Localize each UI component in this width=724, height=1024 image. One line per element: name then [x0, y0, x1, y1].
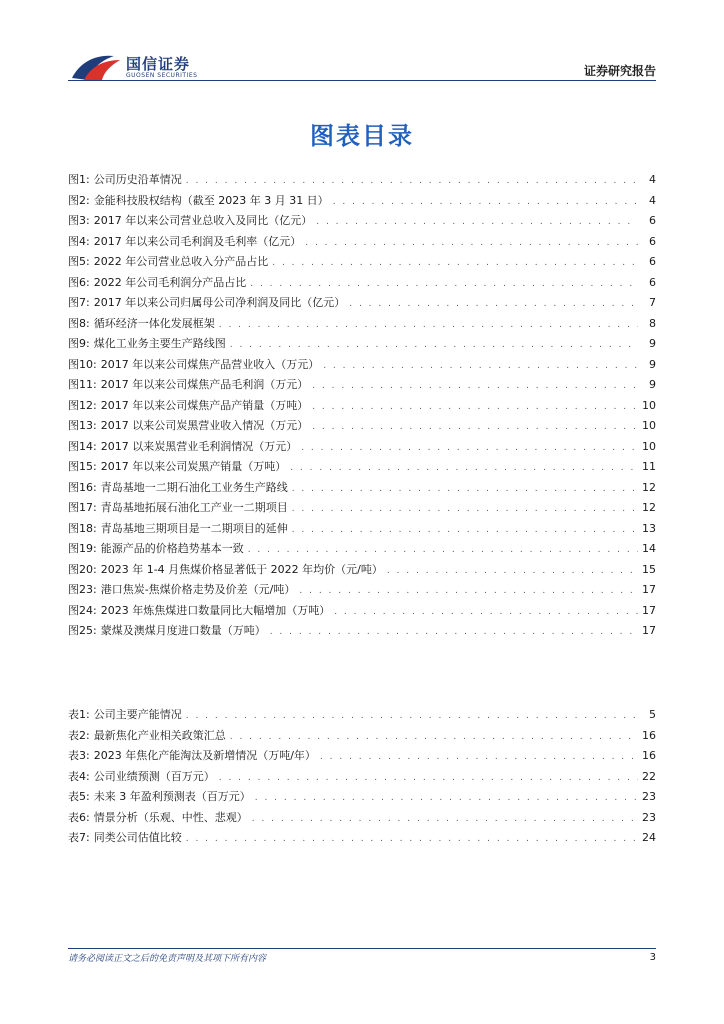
entry-label: 图12:	[68, 398, 97, 412]
entry-page-number: 4	[649, 193, 656, 207]
entry-page-number: 14	[642, 542, 656, 555]
entry-title: 公司业绩预测（百万元）	[93, 769, 215, 783]
entry-label: 图8:	[68, 316, 90, 330]
dot-leader	[387, 561, 638, 582]
entry-page-number: 5	[649, 708, 656, 721]
page-header	[0, 0, 724, 88]
entry-title: 2022 年公司营业总收入分产品占比	[93, 255, 269, 268]
dot-leader	[312, 417, 638, 438]
entry-page-number: 10	[642, 419, 656, 432]
entry-label: 图15:	[68, 460, 97, 473]
dot-leader	[323, 356, 638, 377]
entry-page-number: 8	[649, 316, 656, 330]
entry-page-number: 16	[642, 749, 656, 762]
guosen-logo-icon	[70, 52, 122, 82]
logo-text-cn: 国信证券	[126, 55, 191, 73]
figure-entry[interactable]	[68, 396, 656, 417]
entry-title: 港口焦炭-焦煤价格走势及价差（元/吨）	[100, 583, 296, 596]
entry-title: 2017 年以来公司炭黑产销量（万吨）	[100, 460, 287, 473]
entry-page-number: 12	[642, 501, 656, 514]
figure-list	[68, 170, 656, 642]
entry-title: 公司主要产能情况	[93, 708, 182, 721]
entry-title: 2017 年以来公司煤焦产品产销量（万吨）	[100, 398, 309, 412]
dot-leader	[292, 479, 638, 500]
entry-page-number: 17	[642, 624, 656, 637]
entry-page-number: 13	[642, 521, 656, 535]
entry-page-number: 16	[642, 728, 656, 742]
dot-leader	[290, 458, 638, 479]
table-entry[interactable]	[68, 787, 656, 808]
entry-label: 表5:	[68, 790, 90, 803]
figure-entry[interactable]	[68, 601, 656, 622]
entry-title: 2017 年以来公司煤焦产品营业收入（万元）	[100, 357, 320, 371]
entry-label: 图24:	[68, 603, 97, 617]
dot-leader	[186, 829, 638, 850]
entry-page-number: 6	[649, 234, 656, 248]
table-entry[interactable]	[68, 746, 656, 767]
entry-page-number: 12	[642, 480, 656, 494]
entry-title: 2023 年 1-4 月焦煤价格显著低于 2022 年均价（元/吨）	[100, 562, 383, 576]
entry-label: 表1:	[68, 708, 90, 721]
dot-leader	[316, 212, 638, 233]
table-entry[interactable]	[68, 726, 656, 747]
entry-label: 图3:	[68, 214, 90, 227]
entry-title: 最新焦化产业相关政策汇总	[93, 728, 226, 742]
header-divider	[68, 80, 656, 81]
entry-page-number: 10	[642, 439, 656, 453]
entry-title: 青岛基地一二期石油化工业务生产路线	[100, 480, 288, 494]
dot-leader	[255, 788, 638, 809]
figure-entry[interactable]	[68, 334, 656, 355]
entry-label: 图23:	[68, 583, 97, 596]
entry-page-number: 11	[642, 460, 656, 473]
entry-label: 图9:	[68, 337, 90, 350]
report-type-label: 证券研究报告	[583, 64, 656, 78]
footer-divider	[68, 948, 656, 949]
entry-title: 2017 以来公司炭黑营业收入情况（万元）	[100, 419, 309, 432]
entry-label: 图1:	[68, 173, 90, 186]
entry-title: 2023 年炼焦煤进口数量同比大幅增加（万吨）	[100, 603, 331, 617]
entry-page-number: 6	[649, 214, 656, 227]
entry-title: 2017 年以来公司营业总收入及同比（亿元）	[93, 214, 313, 227]
figure-entry[interactable]	[68, 580, 656, 601]
entry-label: 图13:	[68, 419, 97, 432]
figure-entry[interactable]	[68, 519, 656, 540]
entry-page-number: 23	[642, 810, 656, 824]
dot-leader	[270, 622, 638, 643]
entry-label: 图11:	[68, 378, 97, 391]
dot-leader	[312, 376, 638, 397]
dot-leader	[230, 335, 638, 356]
figure-entry[interactable]	[68, 355, 656, 376]
entry-page-number: 4	[649, 173, 656, 186]
figure-entry[interactable]	[68, 416, 656, 437]
entry-title: 循环经济一体化发展框架	[93, 316, 215, 330]
entry-label: 图10:	[68, 357, 97, 371]
page-number: 3	[649, 952, 656, 963]
dot-leader	[301, 438, 638, 459]
entry-label: 图7:	[68, 296, 90, 309]
figure-entry[interactable]	[68, 170, 656, 191]
entry-page-number: 6	[649, 255, 656, 268]
entry-title: 2022 年公司毛利润分产品占比	[93, 275, 247, 289]
figure-entry[interactable]	[68, 211, 656, 232]
figure-entry[interactable]	[68, 375, 656, 396]
entry-page-number: 9	[649, 337, 656, 350]
entry-page-number: 24	[642, 831, 656, 844]
table-entry[interactable]	[68, 808, 656, 829]
entry-page-number: 9	[649, 378, 656, 391]
entry-label: 图5:	[68, 255, 90, 268]
logo-text-en: GUOSEN SECURITIES	[126, 72, 198, 79]
entry-title: 金能科技股权结构（截至 2023 年 3 月 31 日）	[93, 193, 329, 207]
dot-leader	[248, 540, 638, 561]
dot-leader	[333, 192, 638, 213]
entry-label: 图4:	[68, 234, 90, 248]
entry-page-number: 15	[642, 562, 656, 576]
entry-title: 同类公司估值比较	[93, 831, 182, 844]
entry-title: 公司历史沿革情况	[93, 173, 182, 186]
dot-leader	[219, 768, 638, 789]
figure-entry[interactable]	[68, 314, 656, 335]
figure-entry[interactable]	[68, 437, 656, 458]
dot-leader	[292, 499, 638, 520]
dot-leader	[349, 294, 638, 315]
dot-leader	[186, 706, 638, 727]
entry-title: 2017 年以来公司煤焦产品毛利润（万元）	[100, 378, 309, 391]
dot-leader	[250, 274, 638, 295]
figure-entry[interactable]	[68, 252, 656, 273]
entry-title: 青岛基地三期项目是一二期项目的延伸	[100, 521, 288, 535]
entry-title: 情景分析（乐观、中性、悲观）	[93, 810, 248, 824]
entry-page-number: 9	[649, 357, 656, 371]
entry-label: 图14:	[68, 439, 97, 453]
entry-label: 图6:	[68, 275, 90, 289]
figure-entry[interactable]	[68, 621, 656, 642]
figure-entry[interactable]	[68, 293, 656, 314]
entry-page-number: 22	[642, 769, 656, 783]
entry-label: 图19:	[68, 542, 97, 555]
figure-entry[interactable]	[68, 273, 656, 294]
dot-leader	[219, 315, 638, 336]
entry-title: 2017 年以来公司毛利润及毛利率（亿元）	[93, 234, 302, 248]
figure-entry[interactable]	[68, 539, 656, 560]
entry-title: 煤化工业务主要生产路线图	[93, 337, 226, 350]
entry-label: 图20:	[68, 562, 97, 576]
page-title: 图表目录	[310, 122, 414, 150]
entry-title: 未来 3 年盈利预测表（百万元）	[93, 790, 251, 803]
dot-leader	[299, 581, 638, 602]
entry-page-number: 17	[642, 603, 656, 617]
entry-page-number: 7	[649, 296, 656, 309]
table-entry[interactable]	[68, 705, 656, 726]
figure-entry[interactable]	[68, 457, 656, 478]
dot-leader	[252, 809, 638, 830]
entry-title: 2023 年焦化产能淘汰及新增情况（万吨/年）	[93, 749, 316, 762]
dot-leader	[305, 233, 638, 254]
table-entry[interactable]	[68, 767, 656, 788]
entry-label: 图25:	[68, 624, 97, 637]
dot-leader	[230, 727, 638, 748]
entry-label: 图18:	[68, 521, 97, 535]
entry-title: 能源产品的价格趋势基本一致	[100, 542, 244, 555]
entry-label: 表6:	[68, 810, 90, 824]
entry-title: 2017 年以来公司归属母公司净利润及同比（亿元）	[93, 296, 346, 309]
dot-leader	[312, 397, 638, 418]
entry-title: 2017 以来炭黑营业毛利润情况（万元）	[100, 439, 298, 453]
dot-leader	[292, 520, 638, 541]
entry-page-number: 23	[642, 790, 656, 803]
figure-entry[interactable]	[68, 191, 656, 212]
entry-label: 表4:	[68, 769, 90, 783]
dot-leader	[334, 602, 638, 623]
entry-page-number: 10	[642, 398, 656, 412]
entry-title: 青岛基地拓展石油化工产业一二期项目	[100, 501, 288, 514]
entry-label: 图2:	[68, 193, 90, 207]
figure-entry[interactable]	[68, 498, 656, 519]
figure-entry[interactable]	[68, 478, 656, 499]
dot-leader	[272, 253, 638, 274]
entry-page-number: 6	[649, 275, 656, 289]
dot-leader	[320, 747, 638, 768]
table-list	[68, 705, 656, 849]
entry-label: 表7:	[68, 831, 90, 844]
figure-entry[interactable]	[68, 560, 656, 581]
entry-title: 蒙煤及澳煤月度进口数量（万吨）	[100, 624, 266, 637]
entry-page-number: 17	[642, 583, 656, 596]
dot-leader	[186, 171, 638, 192]
entry-label: 图17:	[68, 501, 97, 514]
guosen-logo	[70, 50, 210, 84]
entry-label: 表3:	[68, 749, 90, 762]
table-entry[interactable]	[68, 828, 656, 849]
figure-entry[interactable]	[68, 232, 656, 253]
entry-label: 表2:	[68, 728, 90, 742]
entry-label: 图16:	[68, 480, 97, 494]
disclaimer-text: 请务必阅读正文之后的免责声明及其项下所有内容	[68, 954, 267, 964]
